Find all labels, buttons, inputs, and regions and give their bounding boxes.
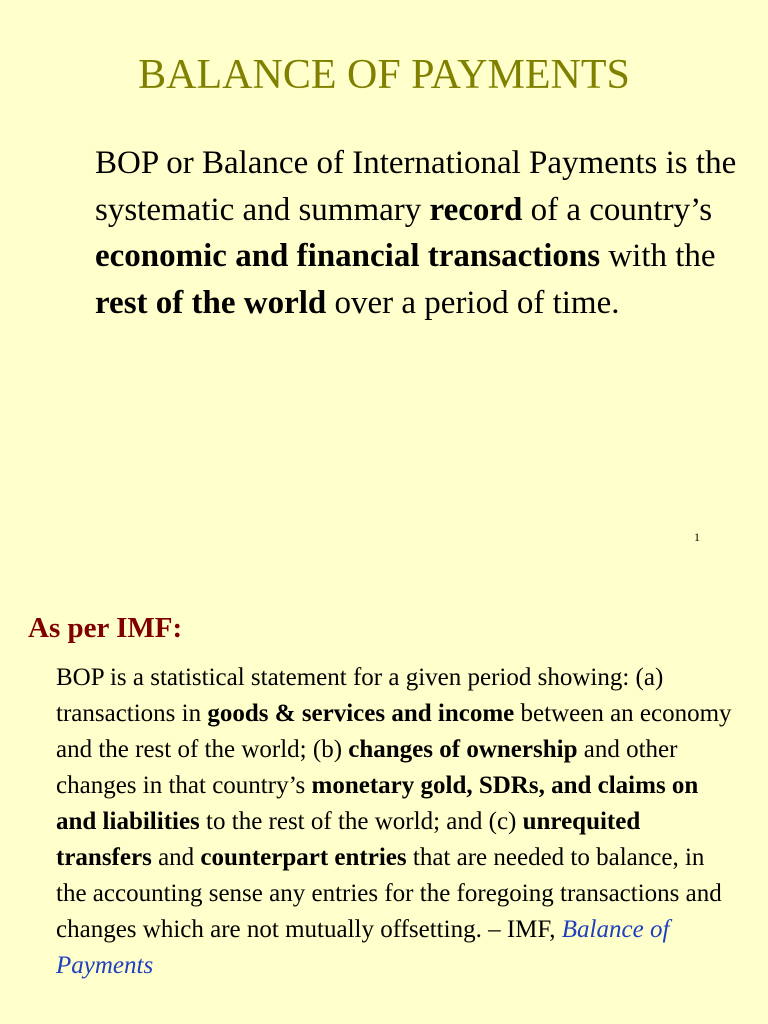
imf-bold-unrequited: unrequited transfers (56, 808, 641, 871)
imf-citation-title: Balance of Payments (56, 916, 670, 979)
definition-text-2: of a country’s (522, 191, 713, 228)
imf-heading: As per IMF: (28, 612, 183, 644)
imf-text-6: that are needed to balance, in the accounting sense any entries for the foregoing transactions and changes which are not mutually offsetting. – IMF, (56, 844, 722, 943)
definition-bold-transactions: economic and financial transactions (95, 238, 601, 274)
definition-text-3: with the (600, 238, 716, 274)
imf-text-4: to the rest of the world; and (c) (199, 808, 523, 835)
definition-text-1: BOP or Balance of International Payments is the systematic and summary (95, 145, 737, 228)
slide-2 (0, 570, 768, 1024)
definition-bold-record: record (429, 191, 523, 228)
imf-text-5: and (151, 844, 201, 871)
imf-bold-ownership: changes of ownership (348, 736, 578, 763)
bop-definition (95, 140, 745, 326)
imf-bold-monetary-gold: monetary gold, SDRs, and claims on and liabilities (56, 772, 699, 835)
definition-bold-rest-of-world: rest of the world (95, 284, 327, 321)
page-number: 1 (694, 530, 700, 544)
imf-bold-counterpart: counterpart entries (200, 844, 407, 871)
imf-text-2: between an economy and the rest of the world; (b) (56, 700, 732, 763)
imf-definition (56, 660, 736, 984)
imf-bold-goods-services: goods & services and income (207, 700, 515, 727)
definition-text-4: over a period of time. (326, 284, 620, 321)
imf-text-3: and other changes in that country’s (56, 736, 678, 799)
imf-text-1: BOP is a statistical statement for a given period showing: (a) transactions in (56, 664, 664, 727)
slide-title: BALANCE OF PAYMENTS (138, 52, 630, 98)
